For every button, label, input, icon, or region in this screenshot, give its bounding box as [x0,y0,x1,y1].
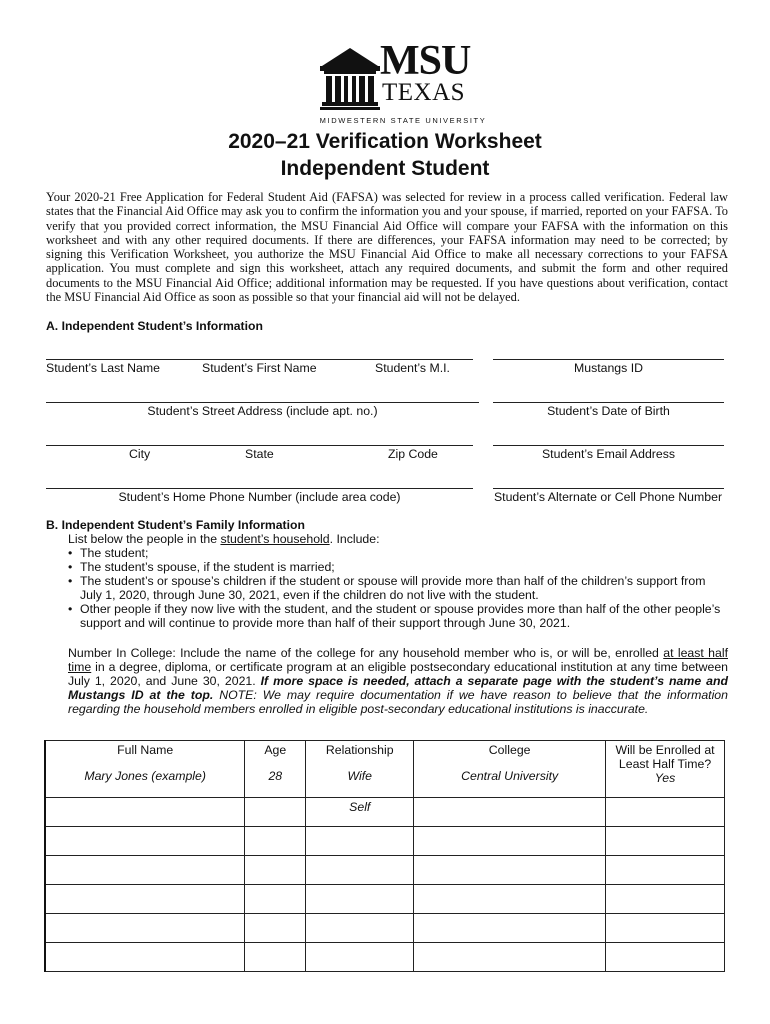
cell-relationship[interactable] [306,856,414,885]
cell-college[interactable] [414,943,606,972]
page-title: 2020–21 Verification Worksheet [228,130,542,153]
household-list [46,546,730,630]
cell-college[interactable] [414,885,606,914]
table-row [45,885,725,914]
header-full-name: Full Name [117,743,174,757]
table-header-row [45,741,725,798]
list-item: • The student’s or spouse’s children if the student or spouse will provide more than half of the children’s support from July 1, 2020, through June 30, 2021, even if the children do not live with the student. [80,574,730,602]
cell-relationship[interactable] [306,943,414,972]
column-header [306,741,414,798]
cell-enrolled[interactable] [606,914,725,943]
logo-texas-text: TEXAS [382,79,466,106]
cell-full-name[interactable] [45,856,245,885]
nic-text: Number In College: Include the name of the college for any household member who is, or will be, enrolled [68,646,664,660]
nic-underline: at least half time [68,646,728,674]
cell-college[interactable] [414,914,606,943]
home-phone-input-line[interactable] [46,488,473,489]
cell-full-name[interactable] [45,798,245,827]
street-address-input-line[interactable] [46,402,479,403]
mustangs-id-input-line[interactable] [493,359,724,360]
cell-college[interactable] [414,856,606,885]
logo-tagline: MIDWESTERN STATE UNIVERSITY [319,116,487,125]
cell-age[interactable] [245,914,306,943]
table-row [45,856,725,885]
number-in-college-paragraph [68,646,728,716]
section-a-heading: A. Independent Student’s Information [46,319,263,333]
cell-full-name[interactable] [45,885,245,914]
nic-bold-note: If more space is needed, attach a separate page with the student’s name and Mustangs ID at the top. [68,674,728,702]
list-item: • The student; [80,546,730,560]
column-header [414,741,606,798]
example-enrolled: Yes [654,771,676,785]
dob-label: Student’s Date of Birth [547,404,670,418]
column-header [45,741,245,798]
street-address-label: Student’s Street Address (include apt. no.) [147,404,378,418]
state-label: State [245,447,274,461]
section-b-heading: B. Independent Student’s Family Information [46,518,305,532]
list-item: • The student’s spouse, if the student is married; [80,560,730,574]
cell-college[interactable] [414,798,606,827]
cell-relationship[interactable] [306,827,414,856]
list-item: • Other people if they now live with the student, and the student or spouse provides more than half of the other people’s support and will continue to provide more than half of their support through June 30, 2021. [80,602,730,630]
nic-text-mid: in a degree, diploma, or certificate program at an eligible postsecondary educational institution at any time between July 1, 2020, and June 30, 2021. [68,660,728,688]
city-label: City [129,447,151,461]
city-state-zip-input-line[interactable] [46,445,473,446]
home-phone-label: Student’s Home Phone Number (include area code) [118,490,401,504]
section-b [46,518,730,630]
cell-age[interactable] [245,885,306,914]
household-intro-text: List below the people in the [68,532,221,546]
cell-enrolled[interactable] [606,943,725,972]
column-header [245,741,306,798]
cell-full-name[interactable] [45,943,245,972]
cell-age[interactable] [245,856,306,885]
page-subtitle: Independent Student [280,157,490,180]
mi-label: Student’s M.I. [375,361,450,375]
cell-enrolled[interactable] [606,827,725,856]
household-table [44,740,725,972]
example-college: Central University [461,769,559,783]
household-intro [46,532,730,546]
cell-relationship[interactable]: Self [306,798,414,827]
nic-italic-note: NOTE: We may require documentation if we have reason to believe that the information regarding the household members enrolled in eligible post-secondary educational institutions is inaccurate. [68,688,728,716]
header-college: College [488,743,531,757]
table-row [45,798,725,827]
zip-label: Zip Code [388,447,438,461]
mustangs-id-label: Mustangs ID [573,361,644,375]
example-age: 28 [268,769,283,783]
alt-phone-label: Student’s Alternate or Cell Phone Number [493,490,723,504]
cell-age[interactable] [245,827,306,856]
table-row [45,943,725,972]
cell-college[interactable] [414,827,606,856]
header-relationship: Relationship [325,743,394,757]
cell-full-name[interactable] [45,914,245,943]
email-label: Student’s Email Address [541,447,676,461]
logo-msu-text: MSU [380,38,471,84]
msu-texas-logo [318,38,488,126]
cell-age[interactable] [245,943,306,972]
cell-enrolled[interactable] [606,856,725,885]
last-name-label: Student’s Last Name [46,361,160,375]
household-intro-end: . Include: [329,532,380,546]
column-header [606,741,725,798]
first-name-label: Student’s First Name [202,361,317,375]
cell-enrolled[interactable] [606,885,725,914]
household-term: student’s household [220,532,330,546]
cell-relationship[interactable] [306,914,414,943]
name-input-line[interactable] [46,359,473,360]
cell-age[interactable] [245,798,306,827]
email-input-line[interactable] [493,445,724,446]
cell-full-name[interactable] [45,827,245,856]
intro-paragraph: Your 2020-21 Free Application for Federal Student Aid (FAFSA) was selected for review in a process called verification. Federal law states that the Financial Aid Office may ask you to confirm the information you and your spouse, if married, reported on your FAFSA. To verify that you provided correct information, the MSU Financial Aid Office will compare your FAFSA with the information on this worksheet and with any other required documents. If there are differences, your FAFSA information may need to be corrected; by signing this Verification Worksheet, you authorize the MSU Financial Aid Office to make all necessary corrections to your FAFSA application. You must complete and sign this worksheet, attach any required documents, and submit the form and other required documents to the MSU Financial Aid Office; additional information may be requested. If you have questions about verification, contact the MSU Financial Aid Office as soon as possible so that your financial aid will not be delayed. [46,190,728,305]
cell-relationship[interactable] [306,885,414,914]
example-full-name: Mary Jones (example) [84,769,206,783]
table-row [45,914,725,943]
cell-enrolled[interactable] [606,798,725,827]
example-relationship: Wife [347,769,372,783]
dob-input-line[interactable] [493,402,724,403]
table-row [45,827,725,856]
header-enrolled: Will be Enrolled at Least Half Time? [615,743,715,771]
alt-phone-input-line[interactable] [493,488,724,489]
header-age: Age [264,743,287,757]
